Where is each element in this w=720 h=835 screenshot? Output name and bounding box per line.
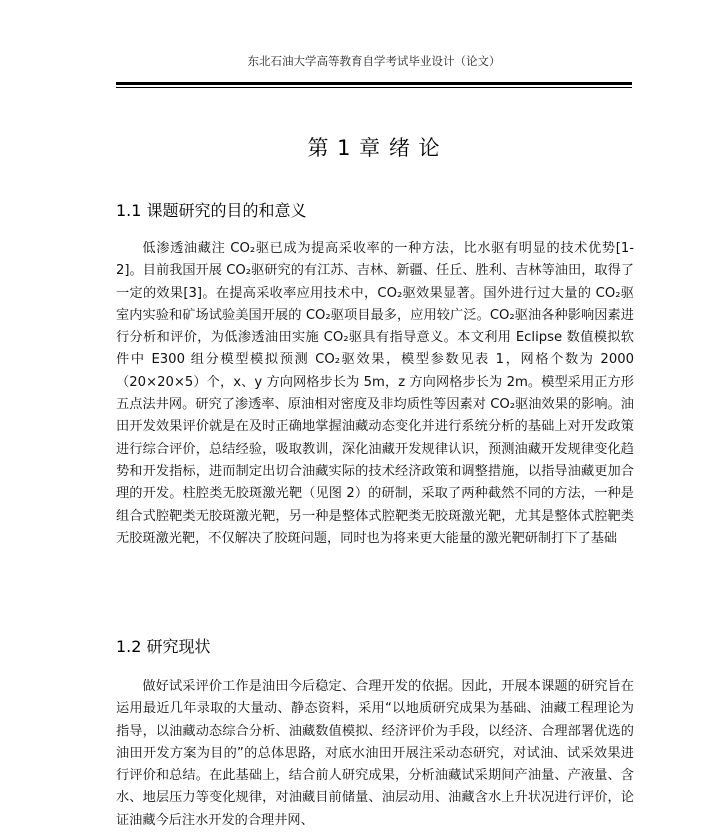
section-1-2-paragraph: 做好试采评价工作是油田今后稳定、合理开发的依据。因此，开展本课题的研究旨在运用最近几年录取的大量动、静态资料，采用“以地质研究成果为基础、油藏工程理论为指导，以油藏动态综合分析、油藏数值模拟、经济评价为手段，以经济、合理部署优选的油田开发方案为目的”的总体思路，对底水油田开展注采动态研究，对试油、试采效果进行评价和总结。在此基础上，结合前人研究成果，分析油藏试采期间产油量、产液量、含水、地层压力等变化规律，对油藏目前储量、油层动用、油藏含水上升状况进行评价，论证油藏今后注水开发的合理井网、 <box>116 679 634 828</box>
section-1-1-paragraph: 低渗透油藏注 CO₂驱已成为提高采收率的一种方法，比水驱有明显的技术优势[1-2]。目前我国开展 CO₂驱研究的有江苏、吉林、新疆、任丘、胜利、吉林等油田，取得了一定的效果[3]。在提高采收率应用技术中，CO₂驱效果显著。国外进行过大量的 CO₂驱室内实验和矿场试验美国开展的 CO₂驱项目最多，应用较广泛。CO₂驱油各种影响因素进行分析和评价，为低渗透油田实施 CO₂驱具有指导意义。本文利用 Eclipse 数值模拟软件中 E300 组分模型模拟预测 CO₂驱效果，模型参数见表 1，网格个数为 2000（20×20×5）个，x、y 方向网格步长为 5m，z 方向网格步长为 2m。模型采用正方形五点法井网。研究了渗透率、原油相对密度及非均质性等因素对 CO₂驱油效果的影响。油田开发效果评价就是在及时正确地掌握油藏动态变化并进行系统分析的基础上对开发政策进行综合评价，总结经验，吸取教训，深化油藏开发规律认识，预测油藏开发规律变化趋势和开发指标，进而制定出切合油藏实际的技术经济政策和调整措施，以指导油藏更加合理的开发。柱腔类无胶斑激光靶（见图 2）的研制，采取了两种截然不同的方法，一种是组合式腔靶类无胶斑激光靶，另一种是整体式腔靶类无胶斑激光靶，尤其是整体式腔靶类无胶斑激光靶，不仅解决了胶斑问题，同时也为将来更大能量的激光靶研制打下了基础 <box>116 241 634 546</box>
header-rule-thin <box>116 87 632 88</box>
section-heading-1-2: 1.2 研究现状 <box>116 637 211 656</box>
section-heading-1-1: 1.1 课题研究的目的和意义 <box>116 201 307 220</box>
running-header: 东北石油大学高等教育自学考试毕业设计（论文） <box>247 54 501 68</box>
chapter-title: 第 1 章 绪 论 <box>307 136 441 160</box>
header-rule-thick <box>116 82 632 85</box>
